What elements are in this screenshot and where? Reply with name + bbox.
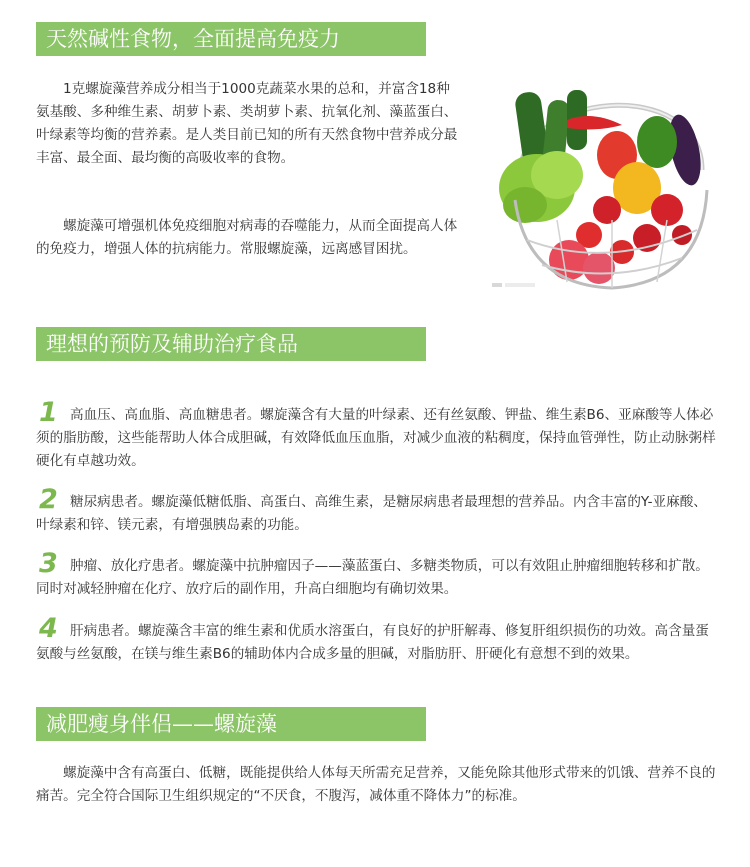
svg-text:1: 1	[39, 397, 58, 425]
list-item	[36, 397, 720, 473]
item-text: 糖尿病患者。螺旋藻低糖低脂、高蛋白、高维生素，是糖尿病患者最理想的营养品。内含丰富的Y-亚麻酸、叶绿素和锌、镁元素，有增强胰岛素的功能。	[36, 494, 707, 533]
list-item	[36, 613, 720, 666]
vegetable-basket-image	[497, 70, 715, 292]
svg-text:3: 3	[39, 548, 58, 576]
svg-text:2: 2	[39, 484, 58, 512]
immunity-paragraph-2: 螺旋藻可增强机体免疫细胞对病毒的吞噬能力，从而全面提高人体的免疫力，增强人体的抗病能力。常服螺旋藻，远离感冒困扰。	[36, 218, 458, 257]
number-3-icon	[36, 548, 66, 574]
number-2-icon	[36, 484, 66, 510]
immunity-paragraph-1: 1克螺旋藻营养成分相当于1000克蔬菜水果的总和，并富含18种氨基酸、多种维生素、胡萝卜素、类胡萝卜素、抗氧化剂、藻蓝蛋白、叶绿素等均衡的营养素。是人类目前已知的所有天然食物中营养成分最丰富、最全面、最均衡的高吸收率的食物。	[36, 81, 458, 166]
section-title-immunity: 天然碱性食物，全面提高免疫力	[36, 22, 426, 56]
item-text: 肝病患者。螺旋藻含丰富的维生素和优质水溶蛋白，有良好的护肝解毒、修复肝组织损伤的功效。高含量蛋氨酸与丝氨酸，在镁与维生素B6的辅助体内合成多量的胆碱，对脂肪肝、肝硬化有意想不到的效果。	[36, 623, 709, 662]
section-title-prevention: 理想的预防及辅助治疗食品	[36, 327, 426, 361]
number-4-icon	[36, 613, 66, 639]
item-text: 高血压、高血脂、高血糖患者。螺旋藻含有大量的叶绿素、还有丝氨酸、钾盐、维生素B6、亚麻酸等人体必须的脂肪酸，这些能帮助人体合成胆碱，有效降低血压血脂，对减少血液的粘稠度，保持血管弹性，防止动脉粥样硬化有卓越功效。	[36, 407, 716, 469]
list-item	[36, 484, 720, 537]
svg-text:4: 4	[39, 613, 58, 641]
list-item	[36, 548, 720, 601]
item-text: 肿瘤、放化疗患者。螺旋藻中抗肿瘤因子——藻蓝蛋白、多糖类物质，可以有效阻止肿瘤细胞转移和扩散。同时对减轻肿瘤在化疗、放疗后的副作用，升高白细胞均有确切效果。	[36, 558, 709, 597]
section-title-weight-loss: 减肥瘦身伴侣——螺旋藻	[36, 707, 426, 741]
image-watermark	[492, 282, 538, 288]
number-1-icon	[36, 397, 66, 423]
weight-loss-paragraph: 螺旋藻中含有高蛋白、低糖，既能提供给人体每天所需充足营养，又能免除其他形式带来的饥饿、营养不良的痛苦。完全符合国际卫生组织规定的“不厌食，不腹泻，减体重不降体力”的标准。	[36, 765, 716, 804]
